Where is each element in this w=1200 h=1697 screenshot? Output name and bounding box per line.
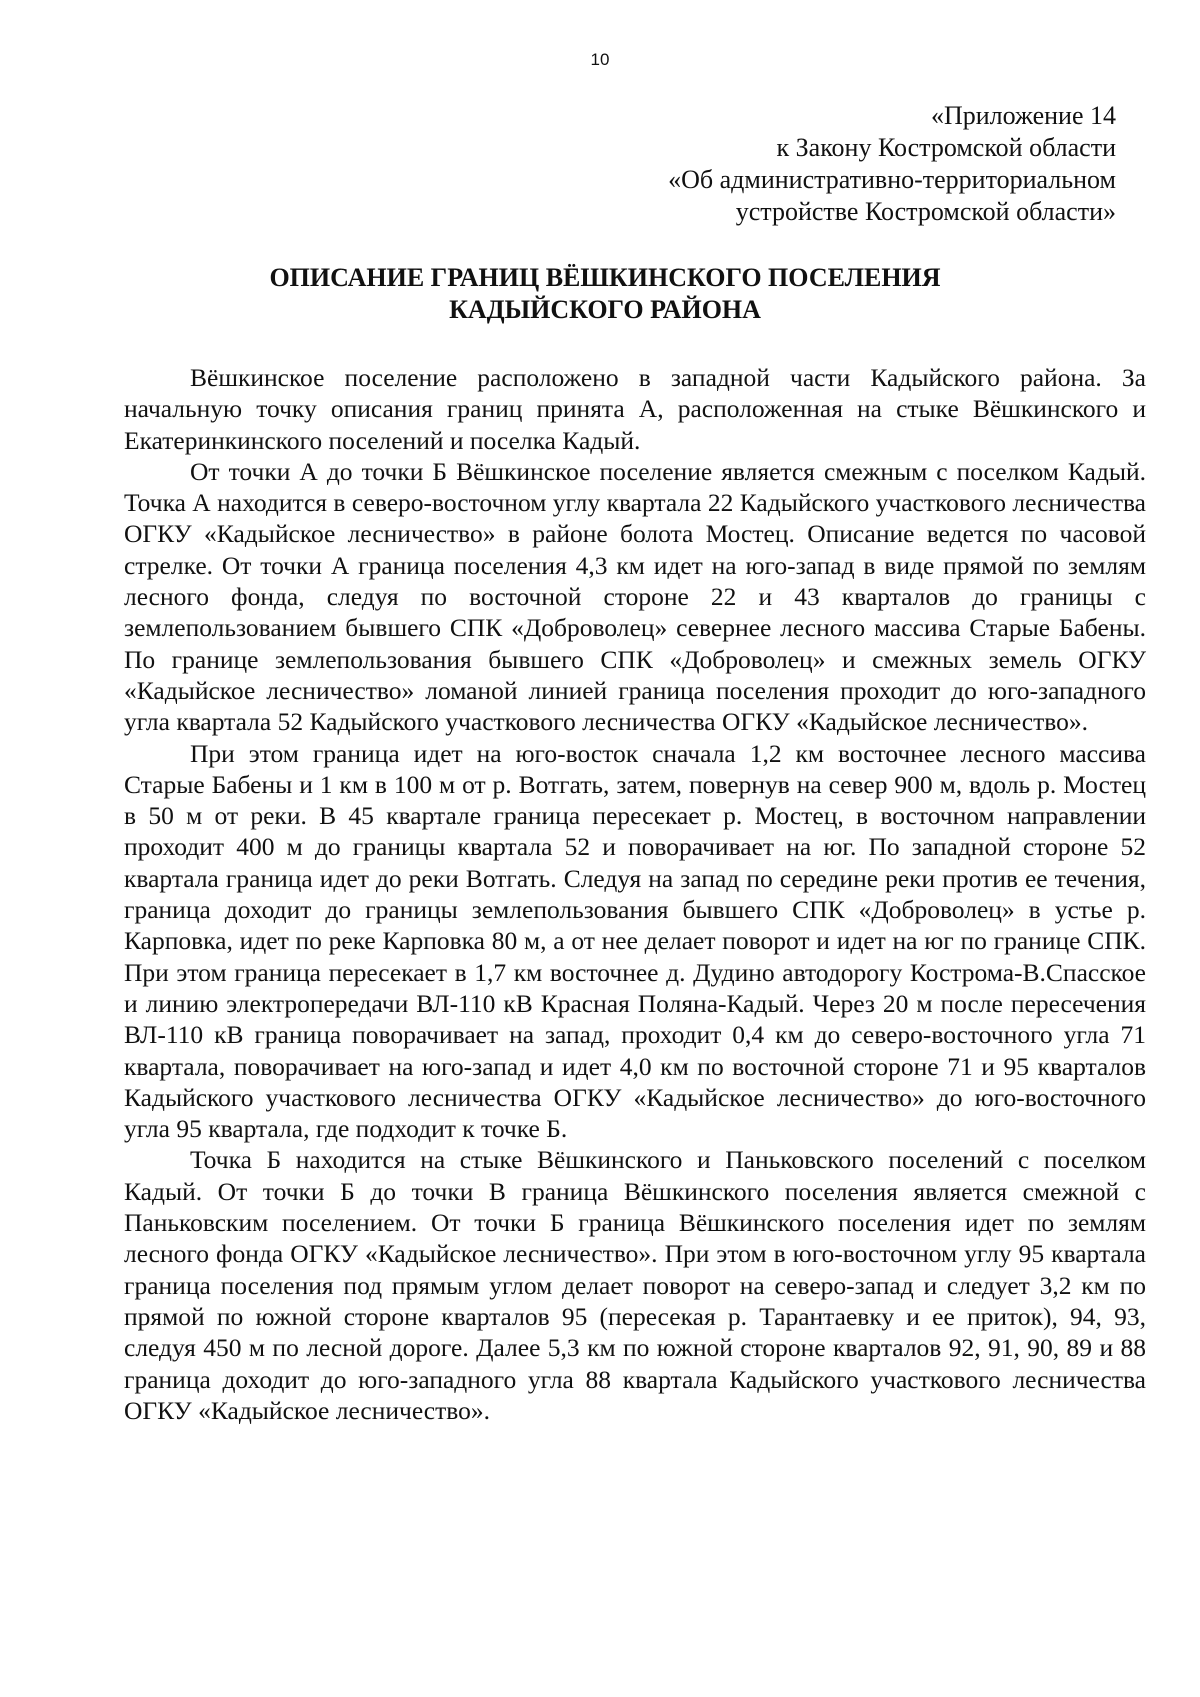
document-title xyxy=(120,262,1090,326)
page-number: 10 xyxy=(590,50,610,69)
appendix-line: «Приложение 14 xyxy=(930,101,1116,130)
appendix-reference xyxy=(516,100,1116,228)
title-line: КАДЫЙСКОГО РАЙОНА xyxy=(449,295,761,324)
title-line: ОПИСАНИЕ ГРАНИЦ ВЁШКИНСКОГО ПОСЕЛЕНИЯ xyxy=(269,263,941,292)
body-paragraph: Вёшкинское поселение расположено в западной части Кадыйского района. За начальную точку описания границ принята А, расположенная на стыке Вёшкинского и Екатеринкинского поселений и поселка Кадый. xyxy=(124,363,1146,455)
body-paragraph: От точки А до точки Б Вёшкинское поселение является смежным с поселком Кадый. Точка А находится в северо-восточном углу квартала 22 Кадыйского участкового лесничества ОГКУ «Кадыйское лесничество» в районе болота Мостец. Описание ведется по часовой стрелке. От точки А граница поселения 4,3 км идет на юго-запад в виде прямой по землям лесного фонда, следуя по восточной стороне 22 и 43 кварталов до границы с землепользованием бывшего СПК «Доброволец» севернее лесного массива Старые Бабены. По границе землепользования бывшего СПК «Доброволец» и смежных земель ОГКУ «Кадыйское лесничество» ломаной линией граница поселения проходит до юго-западного угла квартала 52 Кадыйского участкового лесничества ОГКУ «Кадыйское лесничество». xyxy=(124,456,1146,737)
appendix-line: устройстве Костромской области» xyxy=(735,197,1116,226)
body-paragraph: Точка Б находится на стыке Вёшкинского и Паньковского поселений с поселком Кадый. От точки Б до точки В граница Вёшкинского поселения является смежной с Паньковским поселением. От точки Б граница Вёшкинского поселения идет по землям лесного фонда ОГКУ «Кадыйское лесничество». При этом в юго-восточном углу 95 квартала граница поселения под прямым углом делает поворот на северо-запад и следует 3,2 км по прямой по южной стороне кварталов 95 (пересекая р. Тарантаевку и ее приток), 94, 93, следуя 450 м по лесной дороге. Далее 5,3 км по южной стороне кварталов 92, 91, 90, 89 и 88 граница доходит до юго-западного угла 88 квартала Кадыйского участкового лесничества ОГКУ «Кадыйское лесничество». xyxy=(124,1145,1146,1425)
document-body xyxy=(124,362,1146,1426)
appendix-line: к Закону Костромской области xyxy=(776,133,1116,162)
body-paragraph: При этом граница идет на юго-восток сначала 1,2 км восточнее лесного массива Старые Бабены и 1 км в 100 м от р. Вотгать, затем, повернув на север 900 м, вдоль р. Мостец в 50 м от реки. В 45 квартале граница пересекает р. Мостец, в восточном направлении проходит 400 м до границы квартала 52 и поворачивает на юг. По западной стороне 52 квартала граница идет до реки Вотгать. Следуя на запад по середине реки против ее течения, граница доходит до границы землепользования бывшего СПК «Доброволец» в устье р. Карповка, идет по реке Карповка 80 м, а от нее делает поворот и идет на юг по границе СПК. При этом граница пересекает в 1,7 км восточнее д. Дудино автодорогу Кострома-В.Спасское и линию электропередачи ВЛ-110 кВ Красная Поляна-Кадый. Через 20 м после пересечения ВЛ-110 кВ граница поворачивает на запад, проходит 0,4 км до северо-восточного угла 71 квартала, поворачивает на юго-запад и идет 4,0 км по восточной стороне 71 и 95 кварталов Кадыйского участкового лесничества ОГКУ «Кадыйское лесничество» до юго-восточного угла 95 квартала, где подходит к точке Б. xyxy=(124,738,1146,1144)
appendix-line: «Об административно-территориальном xyxy=(668,165,1116,194)
